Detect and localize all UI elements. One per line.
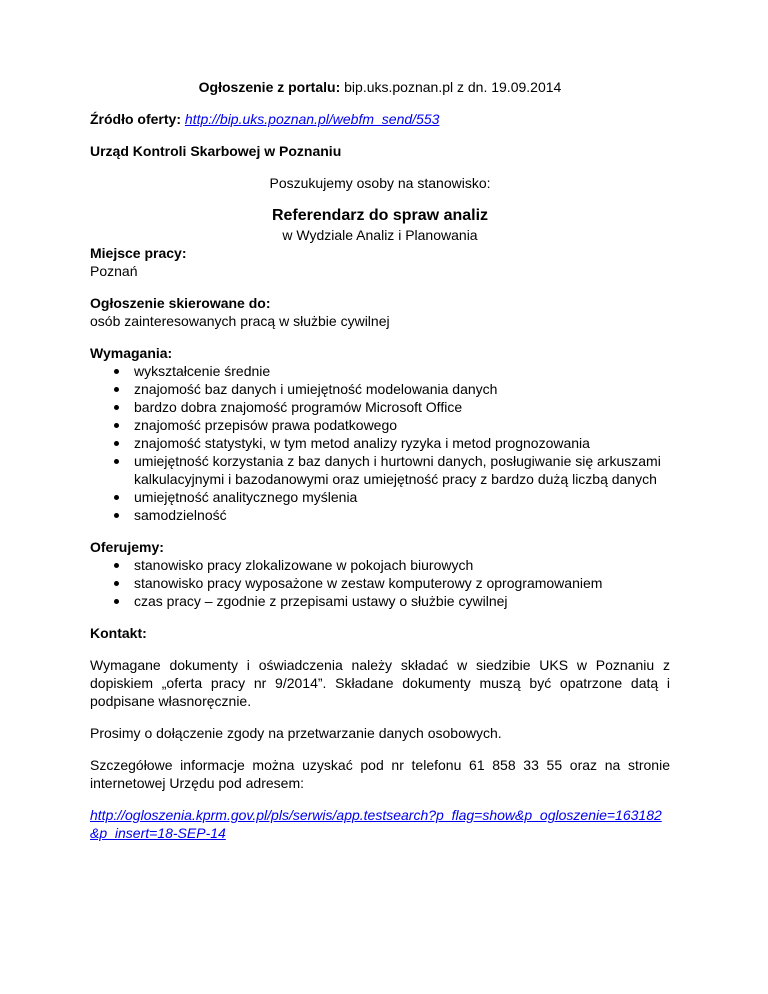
list-item: umiejętność analitycznego myślenia [134,488,670,506]
source-link[interactable]: http://bip.uks.poznan.pl/webfm_send/553 [184,111,440,127]
list-item: czas pracy – zgodnie z przepisami ustawy o służbie cywilnej [134,592,670,610]
portal-value: bip.uks.poznan.pl z dn. 19.09.2014 [344,79,562,95]
department-text: w Wydziale Analiz i Planowania [282,227,478,243]
portal-label: Ogłoszenie z portalu: [198,79,341,95]
list-item: znajomość baz danych i umiejętność modelowania danych [134,380,670,398]
contact-label: Kontakt: [90,625,147,641]
addressed-value: osób zainteresowanych pracą w służbie cywilnej [90,313,390,329]
location-label: Miejsce pracy: [90,245,187,261]
list-item: wykształcenie średnie [134,362,670,380]
announcement-link-line2[interactable]: &p_insert=18-SEP-14 [90,825,226,841]
portal-header [90,78,670,96]
source-line [90,110,670,128]
list-item: stanowisko pracy zlokalizowane w pokojach biurowych [134,556,670,574]
contact-paragraph-consent: Prosimy o dołączenie zgody na przetwarzanie danych osobowych. [90,725,502,741]
offer-label: Oferujemy: [90,539,164,555]
list-item: znajomość przepisów prawa podatkowego [134,416,670,434]
location-value: Poznań [90,263,138,279]
list-item: bardzo dobra znajomość programów Microsoft Office [134,398,670,416]
requirements-label: Wymagania: [90,345,173,361]
list-item: stanowisko pracy wyposażone w zestaw komputerowy z oprogramowaniem [134,574,670,592]
employer-name: Urząd Kontroli Skarbowej w Poznaniu [90,143,342,159]
announcement-link-line1[interactable]: http://ogloszenia.kprm.gov.pl/pls/serwis/app.testsearch?p_flag=show&p_ogloszenie=163182 [90,807,662,823]
source-label: Źródło oferty: [90,111,181,127]
intro-text: Poszukujemy osoby na stanowisko: [269,175,491,191]
offer-list [90,556,670,610]
list-item: samodzielność [134,506,670,524]
contact-paragraph-documents: Wymagane dokumenty i oświadczenia należy składać w siedzibie UKS w Poznaniu z dopiskiem „oferta pracy nr 9/2014”. Składane dokumenty muszą być opatrzone datą i podpisane własnoręcznie. [90,657,670,709]
announcement-link[interactable] [90,806,670,842]
list-item: umiejętność korzystania z baz danych i hurtowni danych, posługiwanie się arkuszami kalkulacyjnymi i bazodanowymi oraz umiejętność pracy z bardzo dużą liczbą danych [134,452,670,488]
list-item: znajomość statystyki, w tym metod analizy ryzyka i metod prognozowania [134,434,670,452]
addressed-label: Ogłoszenie skierowane do: [90,295,271,311]
contact-paragraph-info: Szczegółowe informacje można uzyskać pod nr telefonu 61 858 33 55 oraz na stronie internetowej Urzędu pod adresem: [90,757,670,791]
position-title: Referendarz do spraw analiz [271,207,489,224]
requirements-list [90,362,670,524]
